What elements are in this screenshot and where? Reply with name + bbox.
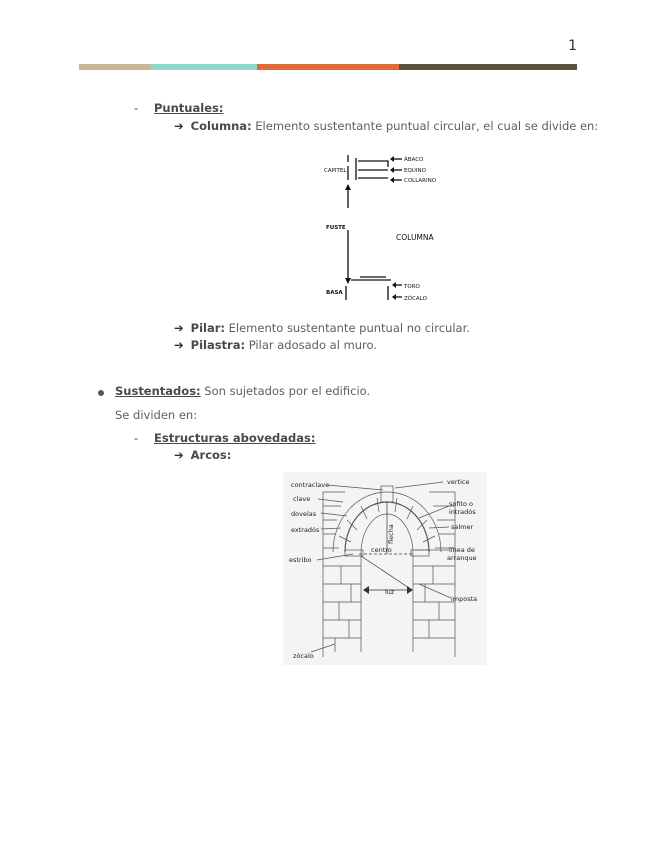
list-dash: -: [134, 101, 139, 115]
sustentados-item: [115, 384, 370, 398]
extrados-label: extradós: [291, 526, 320, 534]
columna-label: Columna:: [190, 119, 252, 133]
capitel-label: CAPITEL: [324, 168, 347, 174]
zocalo-label: zócalo: [293, 652, 314, 660]
fuste-label: FUSTE: [326, 225, 346, 231]
collarino-label: COLLARINO: [404, 178, 437, 184]
color-bar-segment: [399, 64, 577, 70]
pilar-text: Elemento sustentante puntual no circular.: [224, 321, 470, 335]
arrow-bullet-icon: ➔: [174, 338, 184, 352]
header-color-bar: [79, 64, 577, 70]
arcos-item: [174, 448, 231, 462]
arch-diagram: [283, 472, 487, 665]
salmer-label: salmer: [451, 523, 474, 531]
linea-label: línea de: [449, 546, 475, 554]
toro-label: TORO: [404, 284, 420, 290]
columna-text: Elemento sustentante puntual circular, el cual se divide en:: [251, 119, 599, 133]
puntuales-title: Puntuales:: [154, 101, 224, 115]
pilastra-label: Pilastra:: [190, 338, 246, 352]
sofito-label: sofito o: [449, 500, 474, 508]
list-bullet-icon: [98, 390, 104, 396]
arrow-bullet-icon: ➔: [174, 119, 184, 133]
pilastra-item: [174, 338, 377, 352]
arranque-label: arranque: [447, 554, 477, 562]
contraclave-label: contraclave: [291, 481, 330, 489]
sustentados-title: Sustentados:: [115, 384, 201, 398]
dovelas-label: dovelas: [291, 510, 317, 518]
dividen-text: Se dividen en:: [115, 408, 198, 422]
column-diagram: [318, 150, 446, 302]
zocalo-label: ZÓCALO: [404, 296, 427, 302]
vertice-label: vertice: [447, 478, 470, 486]
estructuras-title: Estructuras abovedadas:: [154, 431, 316, 445]
arcos-label: Arcos:: [190, 448, 232, 462]
list-dash: -: [134, 431, 139, 445]
estribo-label: estribo: [289, 556, 312, 564]
estructuras-heading: [154, 431, 315, 445]
page-number: 1: [568, 38, 577, 54]
basa-label: BASA: [326, 290, 343, 296]
centro-label: centro: [371, 546, 392, 554]
arrow-bullet-icon: ➔: [174, 448, 184, 462]
color-bar-segment: [257, 64, 399, 70]
intrados-label: intradós: [449, 508, 476, 516]
color-bar-segment: [151, 64, 257, 70]
luz-label: luz: [385, 588, 395, 596]
pilar-label: Pilar:: [190, 321, 225, 335]
color-bar-segment: [79, 64, 151, 70]
abaco-label: ÁBACO: [404, 157, 424, 163]
flecha-label: flecha: [387, 524, 395, 544]
pilastra-text: Pilar adosado al muro.: [245, 338, 378, 352]
pilar-item: [174, 321, 470, 335]
equino-label: EQUINO: [404, 168, 426, 174]
arrow-bullet-icon: ➔: [174, 321, 184, 335]
columna-title-label: COLUMNA: [396, 233, 434, 242]
clave-label: clave: [293, 495, 311, 503]
sustentados-text: Son sujetados por el edificio.: [200, 384, 371, 398]
puntuales-heading: [154, 101, 223, 115]
columna-item: [174, 119, 598, 133]
imposta-label: imposta: [451, 595, 478, 603]
